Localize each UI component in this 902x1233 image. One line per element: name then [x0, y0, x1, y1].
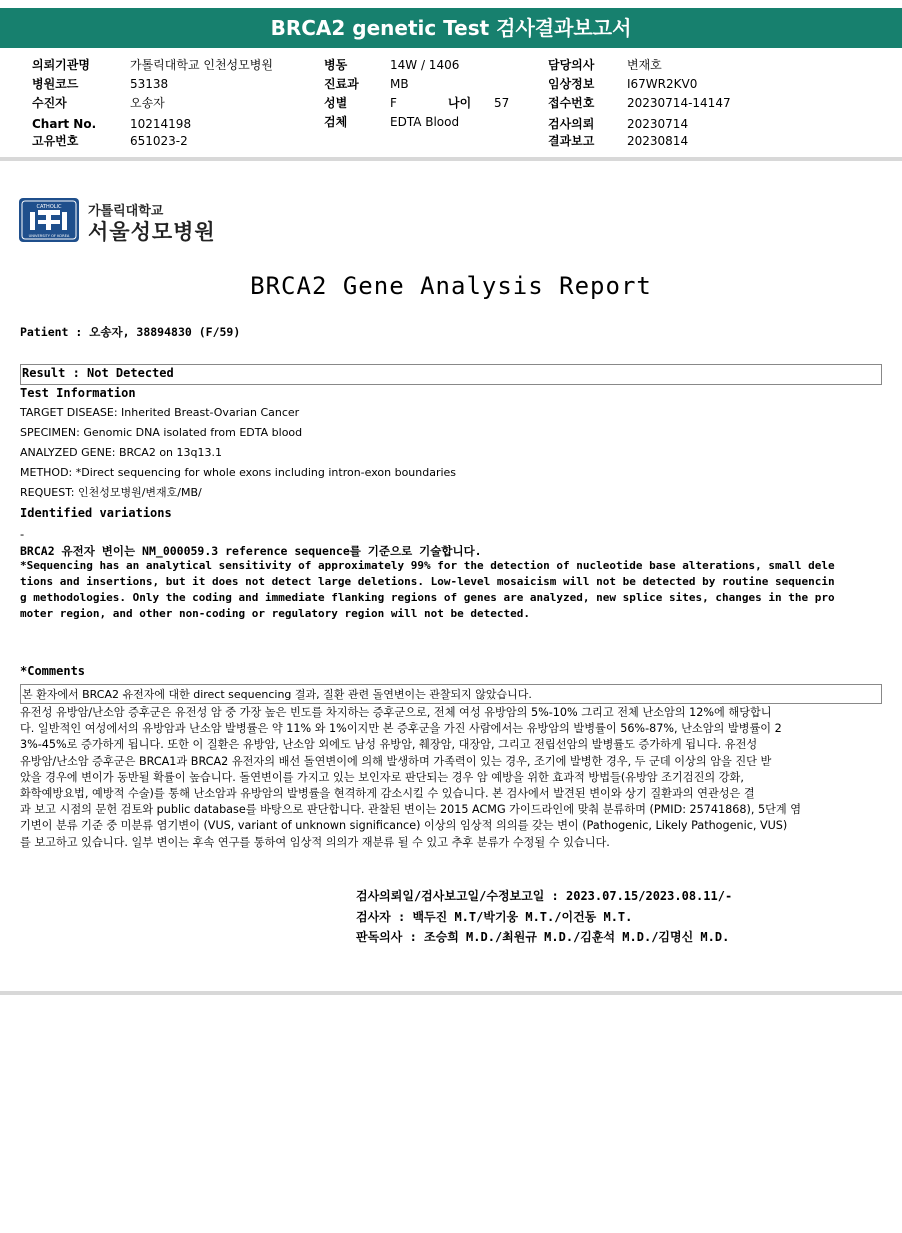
result-box [20, 364, 882, 385]
comment-line: 를 보고하고 있습니다. 일부 변이는 후속 연구를 통하여 임상적 의의가 재분류 될 수 있고 추후 분류가 수정될 수 있습니다. [20, 835, 610, 849]
header-value-receipt-no: 20230714-14147 [627, 96, 731, 110]
comment-summary-text: 본 환자에서 BRCA2 유전자에 대한 direct sequencing 결과, 질환 관련 돌연변이는 관찰되지 않았습니다. [22, 688, 532, 701]
result-text: Result : Not Detected [22, 366, 174, 380]
variations-value: - [20, 527, 25, 541]
logo-hospital-name: 서울성모병원 [88, 220, 216, 244]
header-value-specimen: EDTA Blood [390, 115, 460, 129]
header-label-specimen: 검체 [324, 115, 348, 129]
header-label-ward: 병동 [324, 58, 348, 72]
header-label-physician: 담당의사 [548, 58, 595, 72]
comment-line: 았을 경우에 변이가 동반될 확률이 높습니다. 돌연변이를 가지고 있는 보인자로 판단되는 경우 암 예방을 위한 효과적 방법들(유방암 조기검진의 강화, [20, 770, 744, 784]
patient-line: Patient : 오송자, 38894830 (F/59) [20, 325, 241, 339]
header-label-clinical-info: 임상정보 [548, 77, 595, 91]
signature-physicians: 판독의사 : 조승희 M.D./최원규 M.D./김훈석 M.D./김명신 M.D. [356, 930, 730, 944]
header-label-sex: 성별 [324, 96, 348, 110]
header-label-hospital-code: 병원코드 [32, 77, 79, 91]
header-label-receipt-no: 접수번호 [548, 96, 595, 110]
header-value-ward: 14W / 1406 [390, 58, 460, 72]
reference-note: BRCA2 유전자 변이는 NM_000059.3 reference sequence를 기준으로 기술합니다. [20, 544, 482, 558]
header-label-department: 진료과 [324, 77, 359, 91]
comment-line: 기변이 분류 기준 중 미분류 염기변이 (VUS, variant of unknown significance) 이상의 임상적 의의를 갖는 변이 (Pathogenic, Likely Pathogenic, VUS) [20, 819, 788, 833]
variations-heading: Identified variations [20, 506, 172, 520]
report-header-title: BRCA2 genetic Test 검사결과보고서 [0, 8, 902, 48]
comment-line: 유방암/난소암 증후군은 BRCA1과 BRCA2 유전자의 배선 돌연변이에 의해 발생하며 가족력이 있는 경우, 조기에 발병한 경우, 두 군데 이상의 암을 진단 받 [20, 754, 772, 768]
sensitivity-line: *Sequencing has an analytical sensitivity of approximately 99% for the detection of nucleotide base alterations, small dele [20, 559, 835, 572]
header-value-institution: 가톨릭대학교 인천성모병원 [130, 58, 273, 72]
header-value-physician: 변재호 [627, 58, 662, 72]
header-label-chart-no: Chart No. [32, 117, 97, 131]
header-label-request-date: 검사의뢰 [548, 117, 595, 131]
header-label-unique-no: 고유번호 [32, 134, 79, 148]
header-label-report-date: 결과보고 [548, 134, 595, 148]
header-value-request-date: 20230714 [627, 117, 689, 131]
emblem-top-text: CATHOLIC [36, 204, 62, 210]
sensitivity-line: g methodologies. Only the coding and immediate flanking regions of genes are analyzed, new splice sites, changes in the pro [20, 591, 835, 604]
comment-line: 3%-45%로 증가하게 됩니다. 또한 이 질환은 유방암, 난소암 외에도 남성 유방암, 췌장암, 대장암, 그리고 전립선암의 발병률도 증가하게 됩니다. 유전성 [20, 738, 758, 752]
signature-dates: 검사의뢰일/검사보고일/수정보고일 : 2023.07.15/2023.08.11/- [356, 889, 733, 903]
footer-divider [0, 991, 902, 995]
comment-line: 과 보고 시점의 문헌 검토와 public database를 바탕으로 판단합니다. 관찰된 변이는 2015 ACMG 가이드라인에 맞춰 분류하며 (PMID: 25741868), 5단계 염 [20, 803, 802, 817]
hospital-emblem-icon [18, 197, 80, 243]
emblem-bottom-text: UNIVERSITY OF KOREA [28, 234, 70, 238]
header-value-report-date: 20230814 [627, 134, 689, 148]
logo-university-name: 가톨릭대학교 [88, 204, 164, 219]
signature-technicians: 검사자 : 백두진 M.T/박기웅 M.T./이건동 M.T. [356, 910, 633, 924]
header-label-patient: 수진자 [32, 96, 67, 110]
test-info-heading: Test Information [20, 386, 136, 400]
target-disease: TARGET DISEASE: Inherited Breast-Ovarian Cancer [20, 406, 300, 419]
header-divider [0, 157, 902, 161]
header-value-sex: F [390, 96, 397, 110]
report-title: BRCA2 Gene Analysis Report [250, 272, 652, 300]
comment-body [20, 705, 882, 851]
method: METHOD: *Direct sequencing for whole exons including intron-exon boundaries [20, 466, 457, 479]
request: REQUEST: 인천성모병원/변재호/MB/ [20, 486, 202, 499]
header-label-institution: 의뢰기관명 [32, 58, 90, 72]
header-value-department: MB [390, 77, 409, 91]
sensitivity-line: moter region, and other non-coding or regulatory region will not be detected. [20, 607, 530, 620]
header-label-age: 나이 [448, 96, 472, 110]
header-value-age: 57 [494, 96, 510, 110]
header-value-unique-no: 651023-2 [130, 134, 188, 148]
comment-line: 유전성 유방암/난소암 증후군은 유전성 암 중 가장 높은 빈도를 차지하는 증후군으로, 전체 여성 유방암의 5%-10% 그리고 전체 난소암의 12%에 해당합니 [20, 706, 772, 719]
header-value-clinical-info: I67WR2KV0 [627, 77, 698, 91]
header-value-patient: 오송자 [130, 96, 165, 110]
comment-summary-box [20, 684, 882, 704]
comments-heading: *Comments [20, 664, 86, 678]
comment-line: 화학예방요법, 예방적 수술)를 통해 난소암과 유방암의 발병률을 현격하게 감소시킬 수 있습니다. 본 검사에서 발견된 변이와 상기 질환과의 연관성은 결 [20, 787, 755, 801]
header-value-hospital-code: 53138 [130, 77, 169, 91]
analyzed-gene: ANALYZED GENE: BRCA2 on 13q13.1 [20, 446, 222, 459]
sensitivity-line: tions and insertions, but it does not detect large deletions. Low-level mosaicism will not be detected by routine sequencin [20, 575, 835, 588]
comment-line: 다. 일반적인 여성에서의 유방암과 난소암 발병률은 약 11% 와 1%이지만 본 증후군을 가진 사람에서는 유방암의 발병률이 56%-87%, 난소암의 발병률이 2 [20, 722, 782, 736]
header-value-chart-no: 10214198 [130, 117, 192, 131]
specimen: SPECIMEN: Genomic DNA isolated from EDTA blood [20, 426, 303, 439]
